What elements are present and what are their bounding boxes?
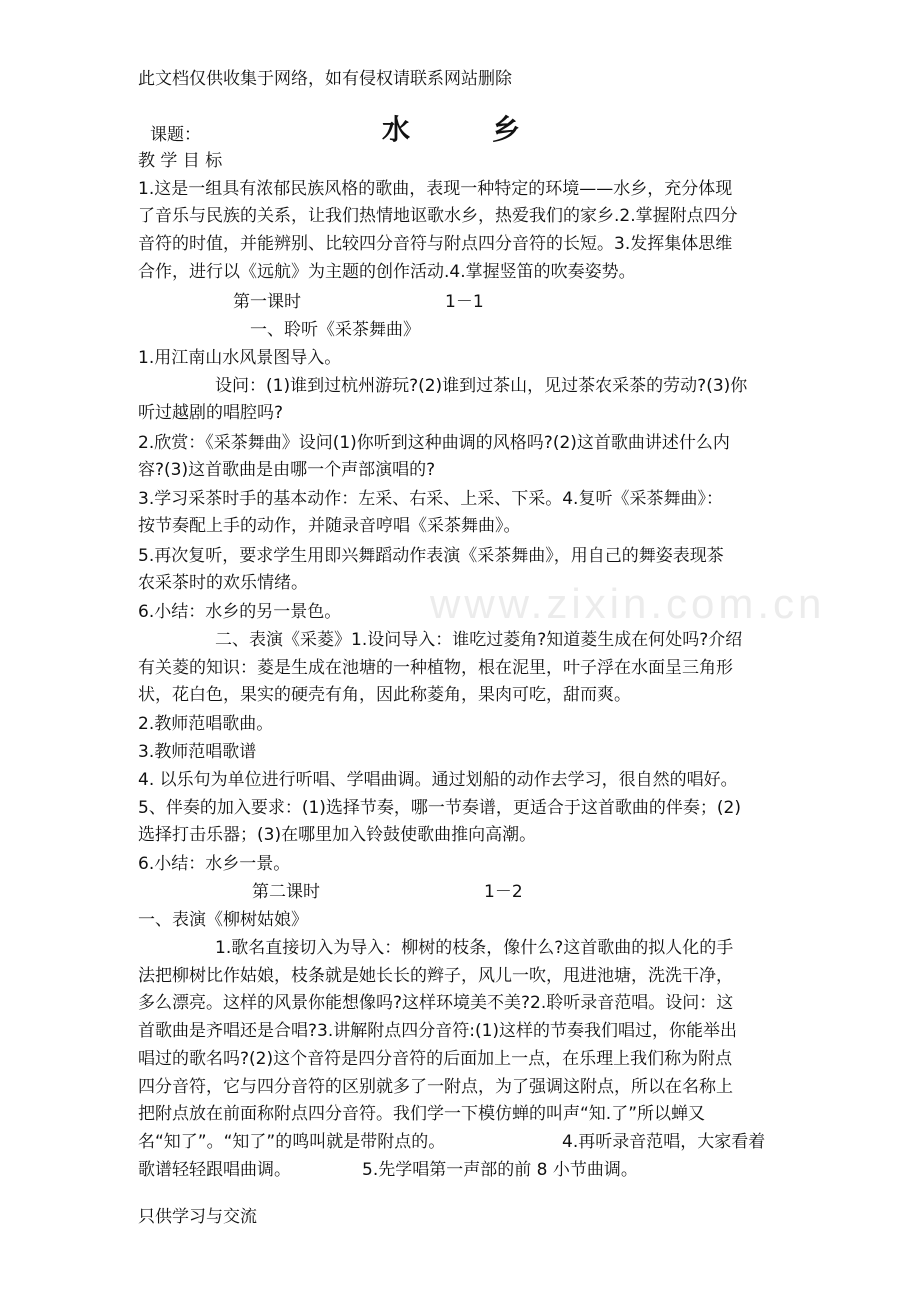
lesson-code: 1－2: [484, 882, 523, 902]
text-line: 5.再次复听，要求学生用即兴舞蹈动作表演《采茶舞曲》，用自己的舞姿表现茶: [138, 546, 724, 566]
text-line: 了音乐与民族的关系，让我们热情地讴歌水乡，热爱我们的家乡.2.掌握附点四分: [138, 206, 738, 226]
title-char-2: 乡: [492, 113, 521, 146]
text-line: 1.歌名直接切入为导入：柳树的枝条，像什么?这首歌曲的拟人化的手: [215, 938, 734, 958]
text-line: 1.这是一组具有浓郁民族风格的歌曲，表现一种特定的环境——水乡，充分体现: [138, 179, 733, 199]
text-line: 有关菱的知识：菱是生成在池塘的一种植物，根在泥里，叶子浮在水面呈三角形: [138, 658, 733, 678]
watermark: www.zixin.com.cn: [430, 580, 826, 627]
text-line: 2.欣赏：《采茶舞曲》设问(1)你听到这种曲调的风格吗?(2)这首歌曲讲述什么内: [138, 433, 730, 453]
text-line: 把附点放在前面称附点四分音符。我们学一下模仿蝉的叫声“知.了”所以蝉又: [138, 1104, 706, 1124]
title-char-1: 水: [382, 113, 411, 146]
lesson-heading: 第二课时: [252, 882, 320, 902]
text-line: 首歌曲是齐唱还是合唱?3.讲解附点四分音符:(1)这样的节奏我们唱过，你能举出: [138, 1021, 738, 1041]
text-line: 二、表演《采菱》1.设问导入：谁吃过菱角?知道菱生成在何处吗?介绍: [215, 630, 743, 650]
text-line: 唱过的歌名吗?(2)这个音符是四分音符的后面加上一点，在乐理上我们称为附点: [138, 1049, 733, 1069]
section-heading: 教 学 目 标: [138, 151, 223, 171]
text-line: 合作，进行以《远航》为主题的创作活动.4.掌握竖笛的吹奏姿势。: [138, 262, 636, 282]
title-label: 课题：: [150, 125, 201, 145]
text-line: 容?(3)这首歌曲是由哪一个声部演唱的?: [138, 460, 436, 480]
text-line: 听过越剧的唱腔吗?: [138, 403, 284, 423]
text-line: 状，花白色，果实的硬壳有角，因此称菱角，果肉可吃，甜而爽。: [138, 685, 631, 705]
lesson-code: 1－1: [445, 292, 484, 312]
text-line: 6.小结：水乡的另一景色。: [138, 602, 342, 622]
page-header: 此文档仅供收集于网络，如有侵权请联系网站删除: [138, 69, 512, 89]
text-line: 多么漂亮。这样的风景你能想像吗?这样环境美不美?2.聆听录音范唱。设问：这: [138, 993, 734, 1013]
subsection-heading: 一、表演《柳树姑娘》: [138, 910, 308, 930]
text-line: 5.先学唱第一声部的前 8 小节曲调。: [362, 1160, 638, 1180]
subsection-heading: 一、聆听《采茶舞曲》: [250, 320, 420, 340]
text-line: 音符的时值，并能辨别、比较四分音符与附点四分音符的长短。3.发挥集体思维: [138, 234, 733, 254]
text-line: 4.再听录音范唱，大家看着: [562, 1132, 766, 1152]
text-line: 2.教师范唱歌曲。: [138, 714, 274, 734]
text-line: 名“知了”。“知了”的鸣叫就是带附点的。: [138, 1132, 446, 1152]
text-line: 3.教师范唱歌谱: [138, 742, 257, 762]
text-line: 5、伴奏的加入要求：(1)选择节奏，哪一节奏谱，更适合于这首歌曲的伴奏；(2): [138, 798, 741, 818]
text-line: 设问：(1)谁到过杭州游玩?(2)谁到过茶山，见过茶农采茶的劳动?(3)你: [215, 376, 748, 396]
page-footer: 只供学习与交流: [138, 1207, 257, 1227]
text-line: 1.用江南山水风景图导入。: [138, 348, 342, 368]
lesson-heading: 第一课时: [233, 292, 301, 312]
text-line: 农采茶时的欢乐情绪。: [138, 573, 308, 593]
text-line: 6.小结：水乡一景。: [138, 854, 291, 874]
text-line: 歌谱轻轻跟唱曲调。: [138, 1160, 291, 1180]
text-line: 选择打击乐器；(3)在哪里加入铃鼓使歌曲推向高潮。: [138, 825, 537, 845]
text-line: 按节奏配上手的动作，并随录音哼唱《采茶舞曲》。: [138, 516, 521, 536]
text-line: 4. 以乐句为单位进行听唱、学唱曲调。通过划船的动作去学习，很自然的唱好。: [138, 770, 738, 790]
text-line: 法把柳树比作姑娘，枝条就是她长长的辫子，风儿一吹，甩进池塘，洗洗干净，: [138, 966, 733, 986]
text-line: 3.学习采茶时手的基本动作：左采、右采、上采、下采。4.复听《采茶舞曲》：: [138, 489, 723, 509]
text-line: 四分音符，它与四分音符的区别就多了一附点，为了强调这附点，所以在名称上: [138, 1077, 733, 1097]
